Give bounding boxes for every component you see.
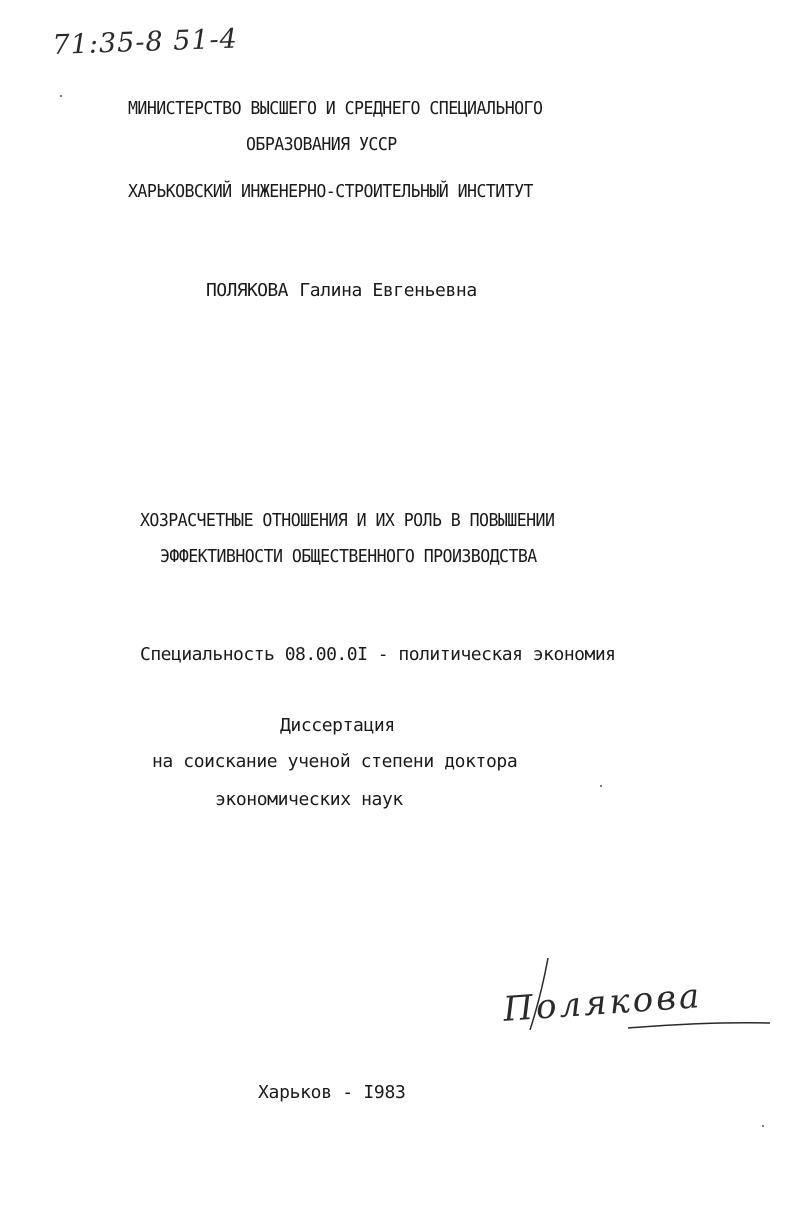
author-given-names: Галина Евгеньевна xyxy=(299,280,477,301)
speck xyxy=(600,785,602,787)
author-signature xyxy=(478,950,778,1050)
thesis-title-line-2: ЭФФЕКТИВНОСТИ ОБЩЕСТВЕННОГО ПРОИЗВОДСТВА xyxy=(160,546,537,567)
speck xyxy=(60,95,62,97)
signature-flourish xyxy=(478,950,778,1050)
place-and-year: Харьков - I983 xyxy=(258,1082,406,1103)
degree-line-3: экономических наук xyxy=(215,789,403,810)
speck xyxy=(762,1125,764,1127)
author-name xyxy=(206,278,477,303)
degree-line-2: на соискание ученой степени доктора xyxy=(152,751,518,772)
degree-line-1: Диссертация xyxy=(280,715,395,736)
signature-text: Полякова xyxy=(502,976,704,1030)
author-surname: ПОЛЯКОВА xyxy=(206,280,288,301)
specialty-line: Специальность 08.00.0I - политическая экономия xyxy=(140,644,616,665)
ministry-line-2: ОБРАЗОВАНИЯ УССР xyxy=(246,134,397,155)
thesis-title-line-1: ХОЗРАСЧЕТНЫЕ ОТНОШЕНИЯ И ИХ РОЛЬ В ПОВЫШЕНИИ xyxy=(140,510,555,531)
archive-mark: 71:35-8 51-4 xyxy=(52,23,239,61)
institute-name: ХАРЬКОВСКИЙ ИНЖЕНЕРНО-СТРОИТЕЛЬНЫЙ ИНСТИТУТ xyxy=(128,181,533,202)
ministry-line-1: МИНИСТЕРСТВО ВЫСШЕГО И СРЕДНЕГО СПЕЦИАЛЬНОГО xyxy=(128,98,543,119)
